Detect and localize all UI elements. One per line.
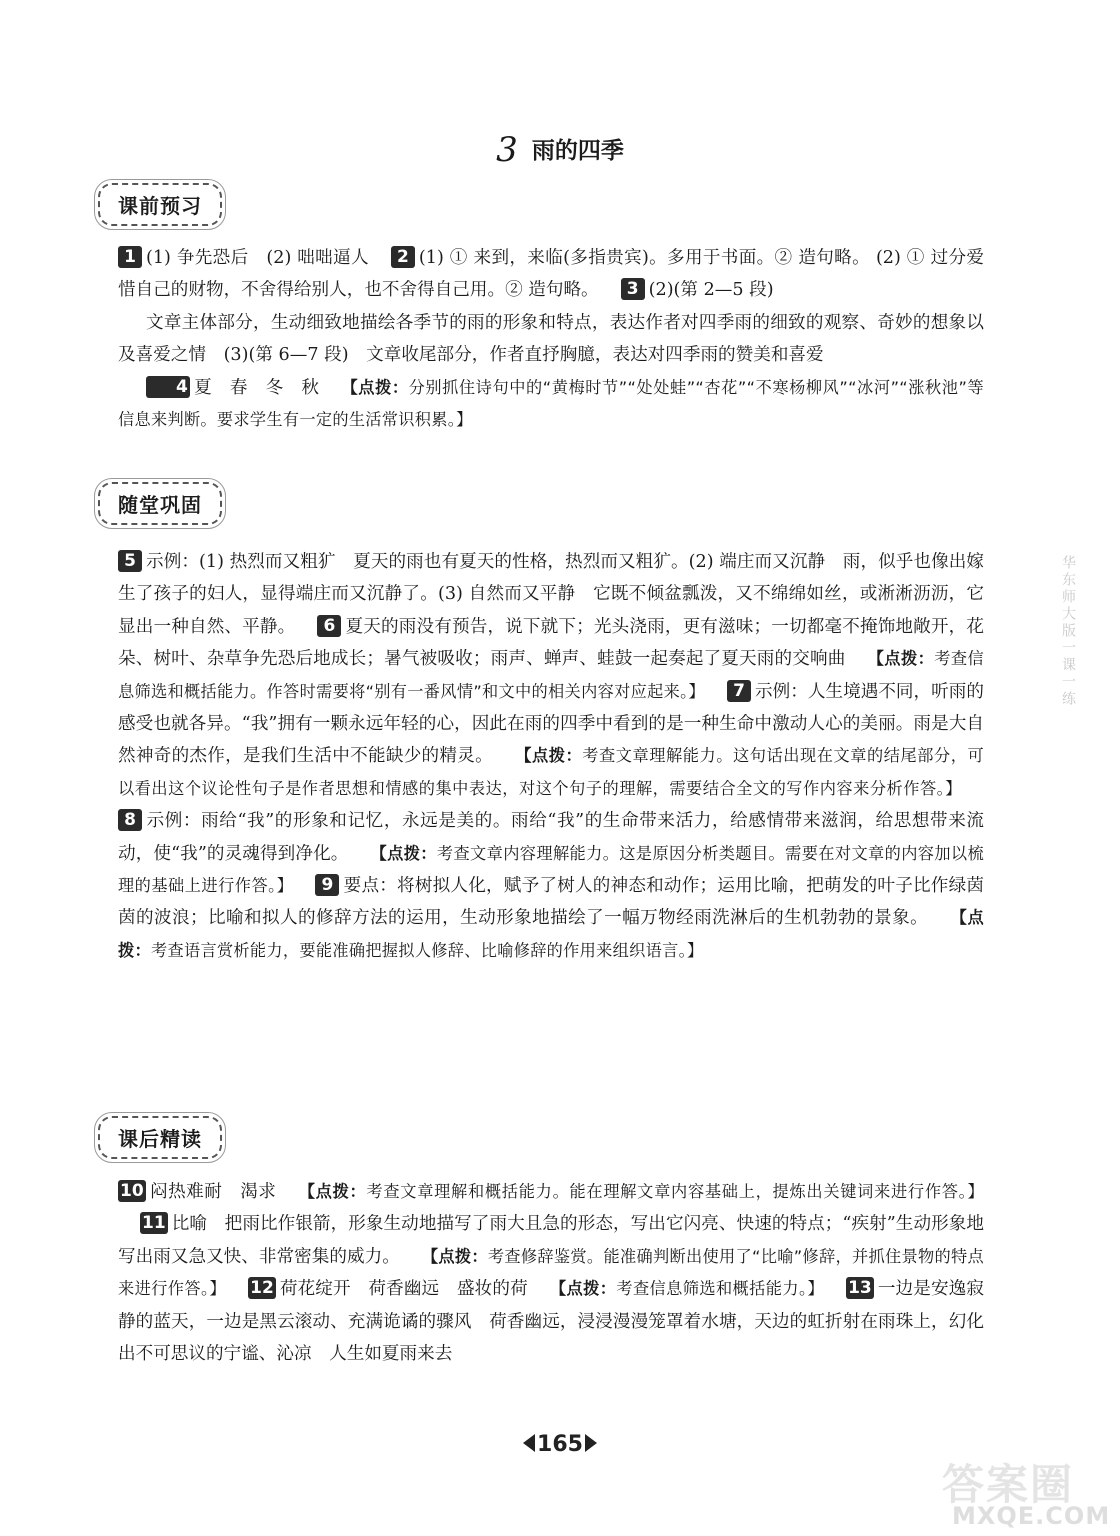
tip-note: 【点拨：考查信息筛选和概括能力。】: [549, 1279, 825, 1299]
question-number-badge: 2: [391, 246, 415, 268]
question-number-badge: 5: [118, 550, 142, 572]
section-label-in-class: 随堂巩固: [98, 482, 222, 525]
page-title: [0, 130, 1120, 170]
question-number-badge: 10: [120, 1181, 144, 1201]
question-number-badge: 6: [317, 615, 341, 637]
watermark-url: MXQE.COM: [952, 1502, 1111, 1530]
lesson-number: 3: [496, 130, 518, 170]
tip-note: 【点拨：考查文章理解和概括能力。能在理解文章内容基础上，提炼出关键词来进行作答。】: [298, 1182, 984, 1201]
answer-text: 文章主体部分，生动细致地描绘各季节的雨的形象和特点，表达作者对四季雨的细致的观察、奇妙的想象以及喜爱之情 (3)(第 6—7 段) 文章收尾部分，作者直抒胸臆，表达对四季雨的赞美和喜爱: [118, 312, 984, 366]
answer-text: 夏 春 冬 秋: [193, 377, 320, 398]
answer-text: (2) ① 过分爱惜自己的财物，不舍得给别人，也不舍得自己用。② 造句略。: [118, 248, 985, 301]
page-number: [490, 1432, 630, 1457]
question-number-badge: 3: [621, 278, 645, 300]
tip-note: 【点拨：考查文章内容理解能力。这是原因分析类题目。需要在对文章的内容加以梳理的基础上进行作答。】: [118, 843, 985, 896]
answer-text: 示例：雨给“我”的形象和记忆，永远是美的。雨给“我”的生命带来活力，给感情带来滋润，给思想带来流动，使“我”的灵魂得到净化。: [118, 811, 984, 864]
left-arrow-icon: [523, 1434, 535, 1452]
question-number-badge: 7: [727, 680, 751, 702]
question-number-badge: 8: [118, 809, 142, 831]
question-number-badge: 11: [142, 1213, 166, 1234]
lesson-title: 雨的四季: [531, 138, 624, 164]
section-in-class-answers: [118, 546, 984, 967]
answer-text: (2)(第 2—5 段): [648, 280, 774, 301]
section-preview-answers: [118, 242, 984, 436]
tip-note: 【点拨：分别抓住诗句中的“黄梅时节”“处处蛙”“杏花”“不寒杨柳风”“冰河”“涨秋池”等信息来判断。要求学生有一定的生活常识积累。】: [118, 377, 984, 430]
watermark-text: 答案圈: [942, 1460, 1075, 1509]
tip-note: 【点拨：考查文章理解能力。这句话出现在文章的结尾部分，可以看出这个议论性句子是作者思想和情感的集中表达，对这个句子的理解，需要结合全文的写作内容来分析作答。】: [118, 746, 984, 798]
question-number-badge: 13: [848, 1278, 872, 1299]
answer-paragraph: [118, 1176, 984, 1370]
section-label-after-class: 课后精读: [98, 1116, 222, 1159]
answer-paragraph: [118, 242, 984, 307]
answer-text: 一边是安逸寂静的蓝天，一边是黑云滚动、充满诡谲的骤风 荷香幽远，浸浸漫漫笼罩着水塘，天边的虹折射在雨珠上，幻化出不可思议的宁谧、沁凉 人生如夏雨来去: [118, 1279, 984, 1365]
tip-note: 【点拨：考查语言赏析能力，要能准确把握拟人修辞、比喻修辞的作用来组织语言。】: [118, 908, 984, 960]
answer-text: 示例：(1) 热烈而又粗犷 夏天的雨也有夏天的性格，热烈而又粗犷。(2) 端庄而又沉静 雨，似乎也像出嫁生了孩子的妇人，显得端庄而又沉静了。(3) 自然而又平静 它既不倾盆瓢泼，又不绵绵如丝，或淅淅沥沥，它显出一种自然、平静。: [118, 552, 984, 637]
watermark-logo: [914, 1452, 1114, 1532]
answer-text: 比喻 把雨比作银箭，形象生动地描写了雨大且急的形态，写出它闪亮、快速的特点；“疾射”生动形象地写出雨又急又快、非常密集的威力。: [118, 1214, 984, 1267]
question-number-badge: 12: [250, 1278, 274, 1299]
answer-paragraph: [118, 546, 984, 967]
answer-text: 闷热难耐 渴求: [149, 1182, 277, 1202]
answer-text: 夏天的雨没有预告，说下就下；光头浇雨，更有滋味；一切都毫不掩饰地敞开，花朵、树叶、杂草争先恐后地成长；暑气被吸收；雨声、蝉声、蛙鼓一起奏起了夏天雨的交响曲: [118, 616, 984, 670]
page-number-text: 165: [537, 1432, 583, 1457]
answer-text: 要点：将树拟人化，赋予了树人的神态和动作；运用比喻，把萌发的叶子比作绿茵茵的波浪；比喻和拟人的修辞方法的运用，生动形象地描绘了一幅万物经雨洗淋后的生机勃勃的景象。: [118, 876, 984, 929]
question-number-badge: 9: [315, 874, 339, 896]
answer-text: 荷花绽开 荷香幽远 盛妆的荷: [279, 1279, 528, 1300]
answer-paragraph: [118, 372, 984, 437]
answer-text: (1) ① 来到，来临(多指贵宾)。多用于书面。② 造句略。: [418, 248, 871, 268]
answer-text: (1) 争先恐后 (2) 咄咄逼人: [146, 248, 369, 268]
tip-note: 【点拨：考查修辞鉴赏。能准确判断出使用了“比喻”修辞，并抓住景物的特点来进行作答。】: [118, 1246, 984, 1299]
answer-text: 示例：人生境遇不同，听雨的感受也就各异。“我”拥有一颗永远年轻的心，因此在雨的四季中看到的是一种生命中激动人心的美丽。雨是大自然神奇的杰作，是我们生活中不能缺少的精灵。: [118, 681, 984, 767]
section-label-preview: 课前预习: [98, 183, 222, 226]
question-number-badge: 1: [118, 246, 142, 268]
section-after-class-answers: [118, 1176, 984, 1370]
tip-note: 【点拨：考查信息筛选和概括能力。作答时需要将“别有一番风情”和文中的相关内容对应起来。】: [118, 649, 984, 701]
right-arrow-icon: [585, 1434, 597, 1452]
answer-paragraph: [118, 307, 984, 372]
side-book-title: 华东师大版一课一练: [1060, 555, 1076, 708]
question-number-badge: 4: [146, 376, 190, 398]
